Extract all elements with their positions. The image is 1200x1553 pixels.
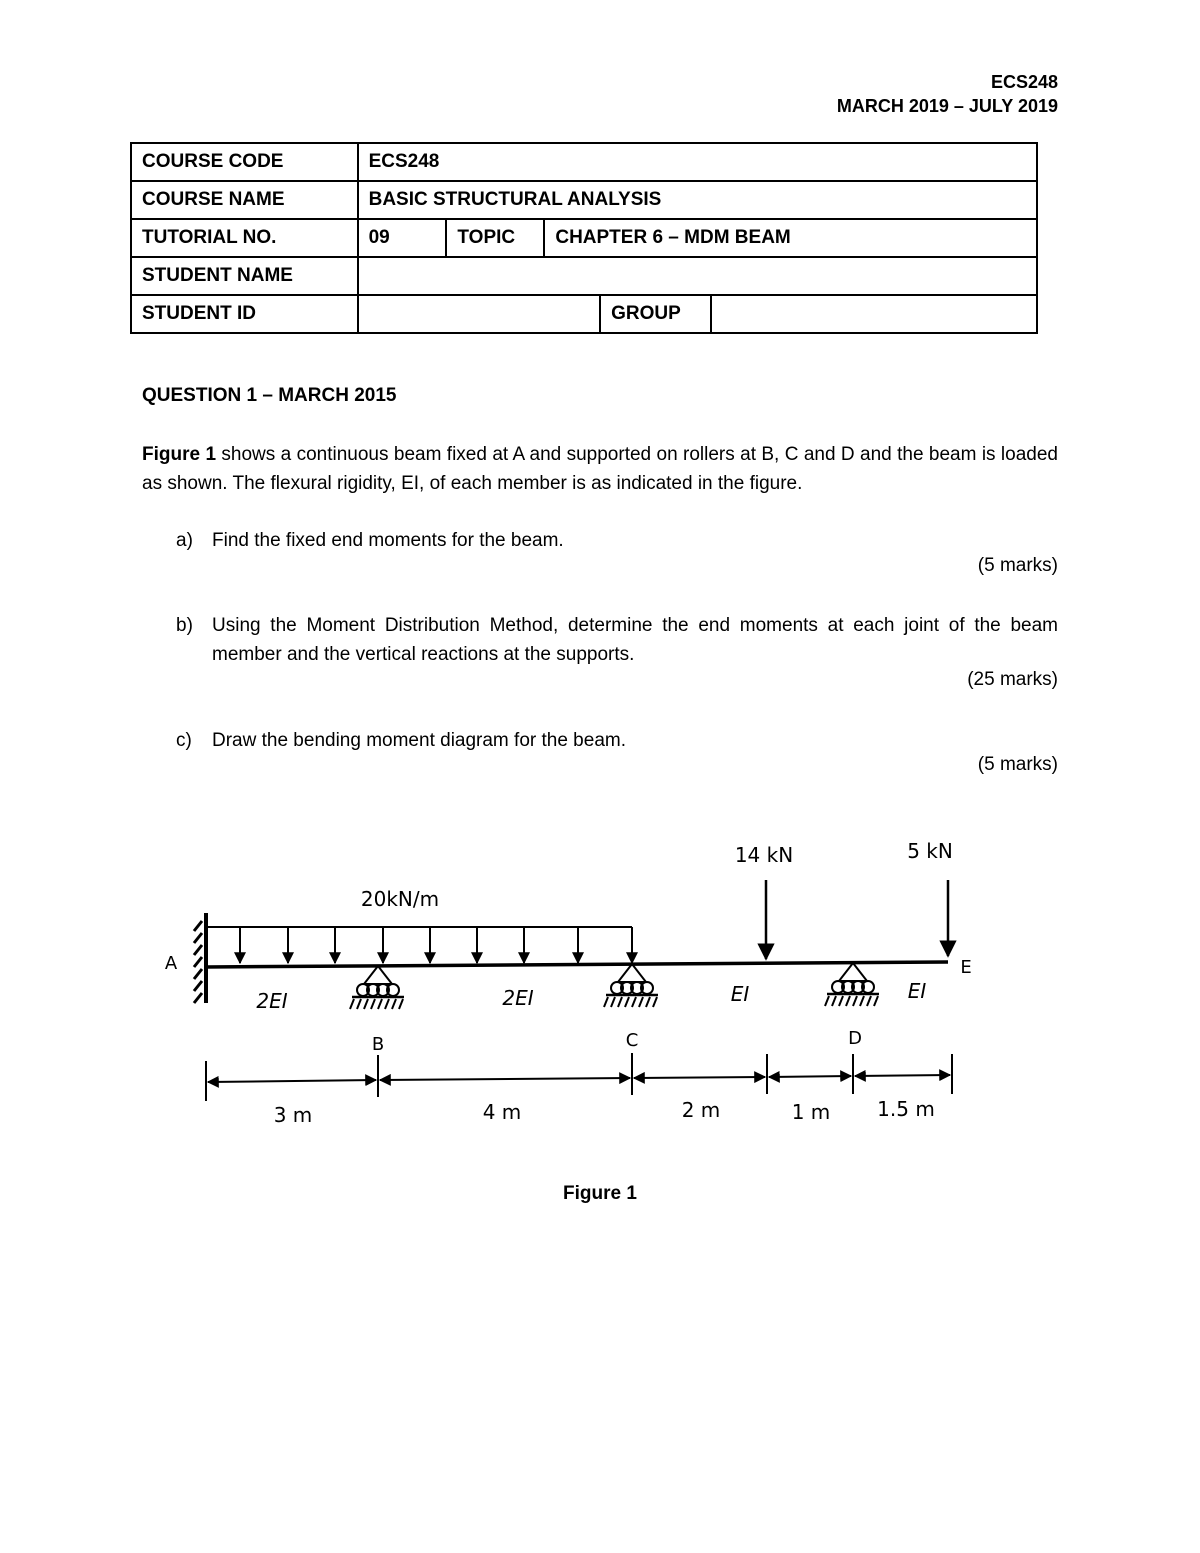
question-intro: [142, 440, 1058, 498]
node-label-c: C: [625, 1030, 639, 1051]
roller-support-d: [825, 963, 879, 1006]
list-item: [142, 611, 1058, 669]
course-name-value: BASIC STRUCTURAL ANALYSIS: [358, 181, 1037, 219]
question-intro-text: shows a continuous beam fixed at A and supported on rollers at B, C and D and the beam is loaded as shown. The flexural rigidity, EI, of each member is as indicated in the figure.: [142, 444, 1058, 494]
group-field[interactable]: [711, 295, 1037, 333]
course-code-value: ECS248: [358, 143, 1037, 181]
table-row: [131, 257, 1037, 295]
item-marks: (5 marks): [977, 754, 1058, 775]
dim-label-14kn-d: 1 m: [791, 1100, 831, 1124]
student-name-field[interactable]: [358, 257, 1037, 295]
item-text: Using the Moment Distribution Method, determine the end moments at each joint of the beam member and the vertical reactions at the supports.: [212, 615, 1058, 665]
roller-support-c: [604, 964, 658, 1007]
node-label-e: E: [960, 957, 972, 978]
udl-label: 20kN/m: [360, 887, 440, 911]
item-label: c): [176, 730, 192, 751]
table-row: [131, 181, 1037, 219]
fixed-support-a: [194, 913, 206, 1003]
figure-caption: Figure 1: [563, 1183, 637, 1204]
node-label-d: D: [848, 1028, 862, 1049]
beam-figure: [150, 825, 970, 1135]
student-id-label: STUDENT ID: [131, 295, 358, 333]
ei-label-cd: EI: [730, 982, 750, 1006]
group-label: GROUP: [600, 295, 711, 333]
header-course-code: ECS248: [990, 72, 1058, 92]
item-label: b): [176, 615, 193, 636]
dim-label-ab: 3 m: [273, 1103, 313, 1127]
dimension-lines: [206, 1053, 952, 1101]
course-info-table: [130, 142, 1038, 334]
table-row: [131, 143, 1037, 181]
load-5kn-label: 5 kN: [907, 839, 953, 863]
item-text: Draw the bending moment diagram for the beam.: [212, 730, 626, 751]
course-name-label: COURSE NAME: [131, 181, 358, 219]
tutorial-label: TUTORIAL NO.: [131, 219, 358, 257]
item-marks: (5 marks): [977, 555, 1058, 576]
udl-load: [206, 927, 632, 963]
ei-label-bc: 2EI: [502, 986, 534, 1010]
topic-label: TOPIC: [446, 219, 544, 257]
roller-support-b: [350, 966, 404, 1009]
table-row: [131, 219, 1037, 257]
header-semester: MARCH 2019 – JULY 2019: [836, 96, 1058, 116]
dim-label-c-14kn: 2 m: [681, 1098, 721, 1122]
item-label: a): [176, 530, 193, 551]
student-name-label: STUDENT NAME: [131, 257, 358, 295]
ei-label-de: EI: [907, 979, 927, 1003]
item-text: Find the fixed end moments for the beam.: [212, 530, 564, 551]
figure-reference: Figure 1: [142, 444, 217, 465]
dim-label-de: 1.5 m: [877, 1097, 935, 1121]
tutorial-value: 09: [358, 219, 447, 257]
student-id-field[interactable]: [358, 295, 601, 333]
course-code-label: COURSE CODE: [131, 143, 358, 181]
item-marks: (25 marks): [967, 669, 1058, 690]
ei-label-ab: 2EI: [256, 989, 288, 1013]
question-title: QUESTION 1 – MARCH 2015: [142, 385, 397, 406]
topic-value: CHAPTER 6 – MDM BEAM: [544, 219, 1037, 257]
table-row: [131, 295, 1037, 333]
node-label-b: B: [371, 1034, 385, 1055]
node-label-a: A: [164, 953, 178, 974]
load-14kn-label: 14 kN: [734, 843, 794, 867]
dim-label-bc: 4 m: [482, 1100, 522, 1124]
